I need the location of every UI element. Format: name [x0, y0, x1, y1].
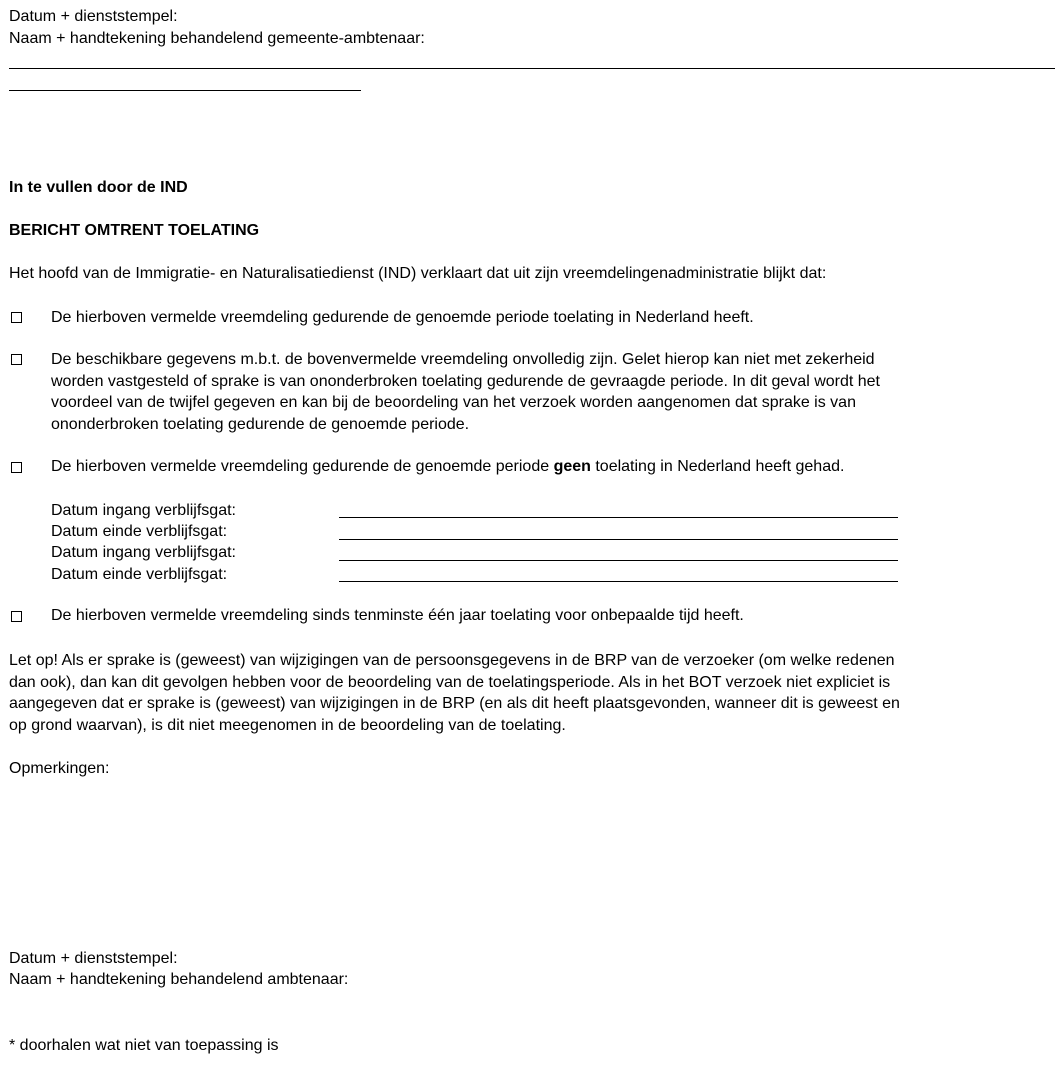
option-4-text: De hierboven vermelde vreemdeling sinds tenminste één jaar toelating voor onbepaalde tijd heeft.: [51, 607, 744, 624]
footer-name-signature-label: Naam + handtekening behandelend ambtenaar:: [9, 971, 349, 988]
option-4-checkbox[interactable]: [11, 611, 22, 622]
option-3-text-end: toelating in Nederland heeft gehad.: [590, 458, 845, 475]
option-2-line: De beschikbare gegevens m.b.t. de bovenvermelde vreemdeling onvolledig zijn. Gelet hierop kan niet met zekerheid: [51, 351, 875, 368]
option-1-text: De hierboven vermelde vreemdeling gedurende de genoemde periode toelating in Nederland heeft.: [51, 309, 754, 326]
gap-field-blank[interactable]: [339, 539, 898, 540]
remarks-label: Opmerkingen:: [9, 760, 110, 777]
option-3-checkbox[interactable]: [11, 462, 22, 473]
option-2-line: ononderbroken toelating gedurende de genoemde periode.: [51, 415, 470, 433]
gap-field-label: Datum ingang verblijfsgat:: [51, 502, 236, 519]
gap-field-blank[interactable]: [339, 560, 898, 561]
gap-field-label: Datum einde verblijfsgat:: [51, 523, 228, 540]
gap-field-label: Datum ingang verblijfsgat:: [51, 544, 236, 561]
option-2-text: [51, 349, 880, 435]
section-title: BERICHT OMTRENT TOELATING: [9, 222, 260, 239]
notice-line: aangegeven dat er sprake is (geweest) van wijzigingen in de BRP (en als dit heeft plaatsgevonden, wanneer dit is geweest en: [9, 695, 900, 712]
option-2-line: worden vastgesteld of sprake is van ononderbroken toelating gedurende de gevraagde periode. In dit geval wordt het: [51, 372, 880, 390]
notice-line: Let op! Als er sprake is (geweest) van wijzigingen van de persoonsgegevens in de BRP van de verzoeker (om welke redenen: [9, 652, 895, 669]
footnote: * doorhalen wat niet van toepassing is: [9, 1037, 279, 1054]
ind-statement: Het hoofd van de Immigratie- en Naturalisatiedienst (IND) verklaart dat uit zijn vreemdelingenadministratie blijkt dat:: [9, 265, 827, 282]
option-2-line: voordeel van de twijfel gegeven en kan bij de beoordeling van het verzoek worden aangenomen dat sprake is van: [51, 394, 856, 411]
date-stamp-label: Datum + dienststempel:: [9, 8, 178, 25]
gap-field-blank[interactable]: [339, 581, 898, 582]
notice-line: op grond waarvan), is dit niet meegenomen in de beoordeling van de toelating.: [9, 716, 566, 734]
option-3-text-start: De hierboven vermelde vreemdeling gedurende de genoemde periode: [51, 458, 554, 475]
ind-intro-heading: In te vullen door de IND: [9, 179, 188, 196]
option-1-checkbox[interactable]: [11, 312, 22, 323]
gap-field-blank[interactable]: [339, 517, 898, 518]
option-2-checkbox[interactable]: [11, 354, 22, 365]
option-3-text: [51, 457, 844, 476]
signature-line-short: [9, 90, 361, 91]
notice-line: dan ook), dan kan dit gevolgen hebben voor de beoordeling van de toelatingsperiode. Als in het BOT verzoek niet expliciet is: [9, 673, 891, 691]
option-3-emphasis: geen: [553, 458, 591, 475]
gap-field-label: Datum einde verblijfsgat:: [51, 566, 228, 583]
footer-date-stamp-label: Datum + dienststempel:: [9, 950, 178, 967]
brp-notice: [9, 650, 900, 736]
name-signature-label: Naam + handtekening behandelend gemeente-ambtenaar:: [9, 30, 425, 47]
signature-line: [9, 68, 1055, 69]
